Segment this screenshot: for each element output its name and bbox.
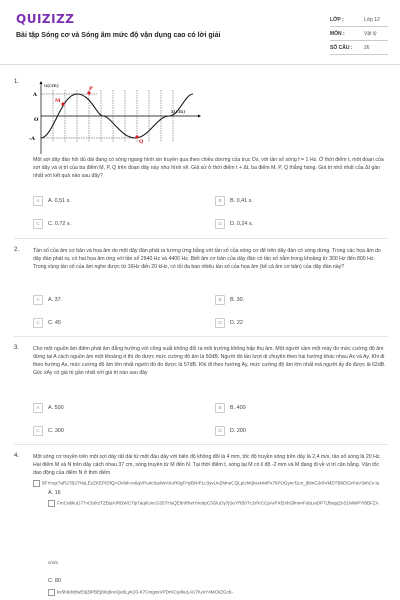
- option-c[interactable]: C. 80: [48, 577, 61, 584]
- point-p-label: P: [89, 86, 93, 92]
- unit-text: cm/s.: [48, 560, 59, 565]
- worksheet-title: Bài tập Sóng cơ và Sóng âm mức độ vận dụng cao có lời giải: [16, 32, 221, 39]
- option-c[interactable]: C C. 300: [33, 425, 64, 436]
- quizizz-logo: QUIZIZZ: [16, 12, 75, 26]
- class-label: LỚP :: [330, 17, 344, 23]
- option-a[interactable]: A A. 500: [33, 402, 64, 413]
- option-b[interactable]: B B. 30.: [215, 294, 244, 305]
- question-divider: [14, 444, 388, 445]
- option-d[interactable]: D D. 0,24 s.: [215, 218, 253, 229]
- subject-label: MÔN :: [330, 31, 345, 37]
- amplitude-label: A: [33, 92, 37, 98]
- option-d[interactable]: D D. 22: [215, 317, 243, 328]
- broken-image-icon: [48, 500, 55, 507]
- question-divider: [14, 336, 388, 337]
- option-c[interactable]: C C. 45: [33, 317, 61, 328]
- broken-image: kx5h8dxBwE6j3tPBEj80q6nnQe6LyK20-K7CmgxsVPDrKCydku1AU7IUeY4MCkZGcb-: [48, 589, 388, 596]
- divider: [330, 26, 388, 27]
- count-value: 26: [364, 45, 370, 51]
- divider: [330, 40, 388, 41]
- header-separator: [0, 64, 400, 65]
- neg-amplitude-label: -A: [29, 136, 35, 142]
- y-axis-label: u(cm): [44, 83, 59, 89]
- count-label: SỐ CÂU :: [330, 45, 353, 51]
- x-axis-label: x(cm): [171, 109, 186, 115]
- wave-graph: [29, 80, 203, 160]
- question-number: 1.: [14, 79, 20, 85]
- broken-image-icon: [33, 480, 40, 487]
- broken-image-icon: [48, 589, 55, 596]
- option-a[interactable]: A. 16: [48, 489, 61, 496]
- worksheet-header: [0, 0, 400, 60]
- class-value: Lớp 12: [364, 17, 380, 23]
- point-m: [61, 102, 64, 105]
- broken-image: 8FYnqz7aR27B27NsLEzZKEPIDfQAOxfsh-m9qVPu4c0q4WAKoR0gFHyBNIPLc3yvUnZMneCQLpUhKjkiu4rMPx7hPUGyncf1cn_jf9inG3r0VMDTB8EtGrPaV3shCs la: [33, 480, 388, 487]
- origin-label: O: [34, 117, 39, 123]
- option-a[interactable]: A A. 0,51 s.: [33, 195, 71, 206]
- question-number: 2.: [14, 247, 20, 253]
- option-b[interactable]: B B. 400: [215, 402, 246, 413]
- question-divider: [14, 238, 388, 239]
- broken-image: FmCo6kuG77vCb0rzTZBqIAiRDWC7lp7aq6UncG3STHsQEltnRheHVe9pC3GluOy7jSeYRB07cJzfVCCpArPXf2nhGllmmFobLwDP7LfbepjZnS1MWPYl8BFZA: [48, 500, 388, 507]
- question-number: 3.: [14, 345, 20, 351]
- point-q-label: Q: [139, 139, 144, 145]
- option-a[interactable]: A A. 37.: [33, 294, 62, 305]
- question-text: Một sợi dây đàn hồi đủ dài đang có sóng ngang hình sin truyền qua theo chiều dương của trục Ox, với tần số sóng f = 1 Hz. Ở thời điểm t, một đoạn của sợi dây và vị trí của ba điểm M, P, Q trên đoạn dây này như hình vẽ. Giả sử ở thời điểm t + Δt, ba điểm M, P, Q thẳng hàng. Giá trị nhỏ nhất của Δt gần nhất với kết quả nào sau đây?: [33, 157, 384, 180]
- option-d[interactable]: D D. 200: [215, 425, 246, 436]
- option-b[interactable]: B B. 0,41 s.: [215, 195, 253, 206]
- divider: [330, 54, 388, 55]
- question-text: Cho một nguồn âm điểm phát âm đẳng hướng với công suất không đổi ra môi trường không hấp thụ âm. Một người cầm một máy đo mức cường độ âm đứng tại A cách nguồn âm một khoảng d thì đo được mức cường độ âm là 50dB. Người đó lần lượt di chuyển theo hai hướng khác nhau Ax và Ay. Khi đi theo hướng Ax, mức cường độ âm lớn nhất người đó đo được là 57dB. Khi đi theo hướng Ay, mức cường độ âm lớn nhất mà người ấy đo được là 62dB. Góc xAy có giá trị gần nhất với giá trị nào sau đây: [33, 346, 386, 377]
- point-m-label: M: [55, 98, 61, 104]
- option-c[interactable]: C C. 0,72 s.: [33, 218, 71, 229]
- question-text: Tần số của âm cơ bản và họa âm do một dây đàn phát ra tương ứng bằng với tần số của sóng cơ để trên dây đàn có sóng dừng. Trong các họa âm do dây đàn phát ra, có hai họa âm ứng với tần số 2640 Hz và 4400 Hz. Biết âm cơ bản của dây đàn có tần số nằm trong khoảng từ 300 Hz đến 800 Hz. Trong vùng tần số của âm nghe được từ 16Hz đến 20 kHz, có tối đa bao nhiêu tần số của họa âm (kể cả âm cơ bản) của dây đàn này?: [33, 248, 381, 271]
- question-text: Một sóng cơ truyền trên một sợi dây rất dài từ một đầu dây với biên độ không đổi là 4 mm, tốc độ truyền sóng trên dây là 2,4 m/s, tần số sóng là 20 Hz. Hai điểm M và N trên dây cách nhau 37 cm, sóng truyền từ M đến N. Tại thời điểm t, sóng tại M có li độ -2 mm và M đang đi về vị trí cân bằng. Vận tốc dao động của điểm N ở thời điểm: [33, 454, 381, 477]
- question-number: 4.: [14, 453, 20, 459]
- subject-value: Vật lý: [364, 31, 377, 37]
